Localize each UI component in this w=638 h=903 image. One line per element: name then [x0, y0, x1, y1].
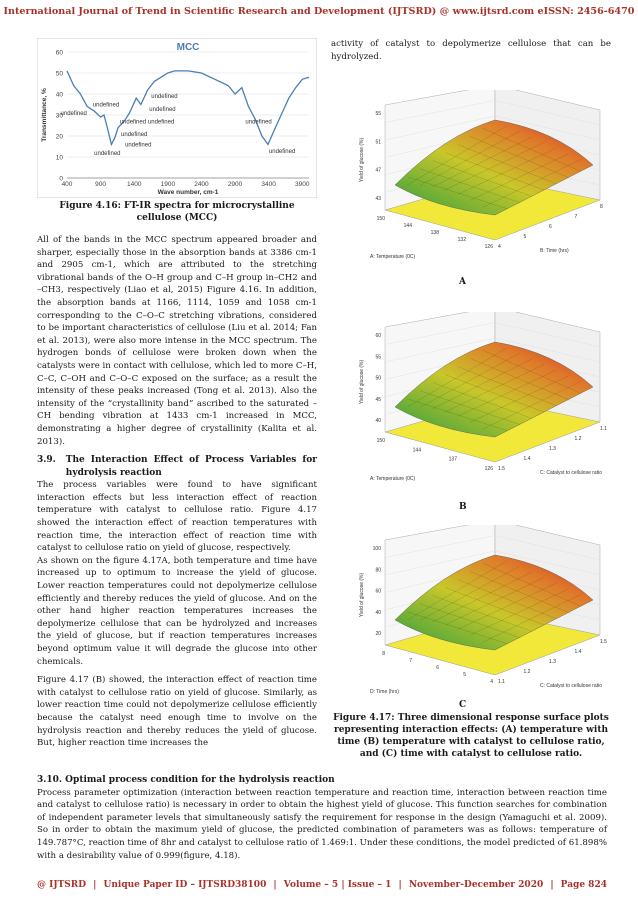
surface-label-c: C — [459, 700, 467, 710]
axis1-tick-label: 7 — [409, 658, 412, 664]
page-footer: @ IJTSRD | Unique Paper ID – IJTSRD38100 | Volume – 5 | Issue – 1 | November-December 2020 | Page 824 — [37, 880, 607, 890]
footer-journal: @ IJTSRD — [37, 880, 87, 890]
axis1-label: A: Temperature (0C) — [370, 476, 416, 482]
section-number: 3.9. — [37, 455, 56, 466]
surface-plot-c — [355, 525, 615, 695]
annotation-label: undefined — [147, 119, 175, 126]
chart-frame — [37, 38, 317, 198]
x-tick-label: 400 — [61, 181, 73, 188]
axis2-tick-label: 4 — [498, 244, 501, 250]
section-title: The Interaction Effect of Process Variables for hydrolysis reaction — [65, 455, 317, 478]
axis2-tick-label: 6 — [549, 224, 552, 230]
paragraph-interaction: The process variables were found to have significant interaction effects but less interaction effect of reaction temperature with catalyst to cellulose ratio. Figure 4.17 showed the interaction effect of reaction temperatures with reaction time, the interaction effect of reaction time with catalyst to cellulose ratio on yield of glucose, respectively. — [37, 480, 317, 554]
paragraph-fig417b: Figure 4.17 (B) showed, the interaction effect of reaction time with catalyst to cellulose ratio on yield of glucose. Similarly, as lower reaction time could not depolymerize cellulose efficiently because the catalyst need enough time to involve on the hydrolysis reaction and thereby reduces the yield of glucose. But, higher reaction time increases the — [37, 675, 317, 749]
z-tick-label: 55 — [375, 354, 381, 361]
axis1-tick-label: 138 — [430, 230, 439, 236]
paragraph-ftir: All of the bands in the MCC spectrum appeared broader and sharper, especially those in the absorption bands at 3386 cm-1 and 2905 cm-1, which are attributed to the stretching vibrational bands of the O–H group and C–H group in–CH2 and –CH3, respectively (Liao et al, 2015) Figure 4.16. In addition, the absorption bands at 1166, 1114, 1059 and 1058 cm-1 corresponding to the C–O–C stretching vibrations, considered to be important characteristics of cellulose (Liu et al. 2014; Fan et al. 2013), were also more intense in the MCC spectrum. The hydrogen bonds of cellulose were broken down when the catalysts were in contact with cellulose, which led to more C–H, C–C, C–OH and C–O–C exposed on the surface; as a result the intensity of these peaks increased (Tong et al. 2013). Also the intensity of the “crystallinity band” ascribed to the saturated –CH bending vibration at 1433 cm-1 increased in MCC, demonstrating a higher degree of crystallinity (Kalita et al. 2013). — [37, 235, 317, 447]
z-tick-label: 60 — [375, 588, 381, 595]
axis2-tick-label: 5 — [523, 234, 527, 240]
ftir-chart-svg — [37, 38, 317, 198]
figure-4-17-caption: Figure 4.17: Three dimensional response surface plots representing interaction effects: (A) temperature with time (B) temperature with catalyst to cellulose ratio, and (C) time with catalyst to cellulose ratio. — [333, 713, 609, 759]
axis1-tick-label: 144 — [403, 223, 412, 229]
y-tick-label: 0 — [59, 175, 63, 183]
axis2-label: C: Catalyst to cellulose ratio — [540, 683, 602, 689]
y-axis-label: Transmittance, % — [41, 88, 48, 142]
axis1-tick-label: 8 — [382, 651, 385, 657]
y-tick-label: 50 — [55, 70, 63, 78]
paragraph-optimization: Process parameter optimization (interaction between reaction temperature and reaction time, interaction between reaction time and catalyst to cellulose ratio) is necessary in order to obtain the highest yield of glucose. This function searches for combination of independent parameter levels that simultaneously satisfy the requirement for response in the design (Yamaguchi et al. 2009). So in order to obtain the maximum yield of glucose, the predicted combination of parameters was as follows: temperature of 149.787°C, reaction time of 8hr and catalyst to cellulose ratio of 1.469:1. Under these conditions, the model predicted of 61.898% with a desirability value of 0.999(figure, 4.18). — [37, 787, 607, 861]
axis2-tick-label: 1.1 — [600, 426, 607, 432]
axis2-tick-label: 1.4 — [574, 649, 582, 655]
left-column — [37, 200, 317, 756]
annotation-label: undefined — [245, 119, 272, 126]
z-tick-label: 40 — [375, 609, 381, 616]
x-tick-label: 2400 — [194, 181, 209, 188]
axis2-tick-label: 1.5 — [600, 639, 607, 645]
z-tick-label: 55 — [375, 111, 381, 117]
annotation-label: undefined — [149, 106, 176, 113]
footer-volume: Volume – 5 | Issue – 1 — [283, 880, 392, 890]
y-tick-label: 10 — [55, 154, 63, 162]
x-tick-label: 1400 — [126, 181, 142, 188]
axis1-tick-label: 4 — [490, 679, 493, 685]
axis1-tick-label: 132 — [457, 237, 466, 243]
z-tick-label: 60 — [375, 333, 381, 339]
z-tick-label: 40 — [375, 418, 381, 424]
axis2-tick-label: 1.2 — [574, 436, 582, 442]
annotation-label: undefined — [268, 148, 296, 155]
axis1-tick-label: 137 — [448, 456, 457, 463]
axis1-tick-label: 126 — [484, 466, 493, 472]
z-axis-label: Yield of glucose (%) — [359, 359, 365, 405]
section-3-10-heading: 3.10. Optimal process condition for the hydrolysis reaction — [37, 775, 335, 785]
chart-title: MCC — [176, 42, 200, 53]
z-tick-label: 47 — [375, 167, 381, 174]
annotation-label: undefined — [121, 132, 148, 138]
annotation-label: undefined — [92, 102, 120, 109]
x-tick-label: 3400 — [261, 181, 276, 188]
axis1-tick-label: 6 — [436, 665, 439, 671]
x-axis-label: Wave number, cm-1 — [157, 189, 219, 196]
surface-plot-a — [355, 90, 615, 270]
surface-label-b: B — [459, 502, 467, 512]
axis2-tick-label: 1.2 — [523, 669, 531, 675]
annotation-label: undefined — [94, 150, 121, 157]
axis2-tick-label: 7 — [574, 214, 578, 220]
footer-date: November-December 2020 — [408, 880, 544, 890]
x-tick-label: 3900 — [295, 181, 310, 188]
x-tick-label: 2900 — [227, 181, 243, 188]
annotation-label: undefined — [119, 119, 147, 126]
y-tick-label: 20 — [55, 133, 63, 141]
z-tick-label: 100 — [372, 546, 381, 552]
y-tick-label: 60 — [55, 49, 63, 57]
z-tick-label: 20 — [375, 631, 381, 637]
axis2-tick-label: 1.3 — [549, 446, 556, 452]
axis2-tick-label: 1.4 — [523, 456, 531, 462]
y-tick-label: 40 — [55, 91, 63, 99]
footer-page: Page 824 — [560, 880, 607, 890]
journal-header: International Journal of Trend in Scientific Research and Development (IJTSRD) @ www.ijtsrd.com eISSN: 2456-6470 — [3, 6, 635, 17]
surface-plot-b — [355, 312, 615, 497]
annotation-label: undefined — [151, 94, 178, 101]
annotation-label: undefined — [125, 142, 152, 149]
axis2-label: B: Time (hrs) — [540, 248, 569, 254]
axis2-tick-label: 1.1 — [498, 679, 505, 685]
y-tick-label: 30 — [55, 112, 63, 120]
footer-paper-id: Unique Paper ID – IJTSRD38100 — [103, 880, 267, 890]
x-tick-label: 900 — [95, 181, 107, 188]
z-tick-label: 80 — [375, 567, 381, 574]
axis2-tick-label: 1.3 — [549, 659, 556, 665]
figure-4-16-caption: Figure 4.16: FT-IR spectra for microcrystalline cellulose (MCC) — [59, 201, 295, 223]
right-top-text: activity of catalyst to depolymerize cellulose that can be hydrolyzed. — [331, 39, 611, 62]
axis1-label: D: Time (hrs) — [370, 689, 399, 695]
annotation-label: undefined — [60, 111, 87, 117]
axis1-tick-label: 126 — [484, 244, 493, 250]
axis2-tick-label: 8 — [600, 204, 603, 210]
ftir-chart — [37, 38, 317, 198]
x-tick-label: 1900 — [160, 181, 176, 188]
section-3-10 — [37, 774, 607, 862]
axis1-tick-label: 5 — [463, 672, 466, 678]
z-tick-label: 45 — [375, 396, 381, 403]
axis1-tick-label: 150 — [376, 438, 385, 444]
z-tick-label: 51 — [375, 139, 381, 146]
z-axis-label: Yield of glucose (%) — [359, 572, 365, 618]
axis2-label: C: Catalyst to cellulose ratio — [540, 470, 602, 476]
axis1-tick-label: 150 — [376, 216, 385, 222]
z-axis-label: Yield of glucose (%) — [359, 137, 365, 183]
z-tick-label: 50 — [375, 375, 381, 382]
axis1-label: A: Temperature (0C) — [370, 254, 416, 260]
axis1-tick-label: 144 — [412, 447, 421, 454]
surface-label-a: A — [459, 277, 466, 287]
paragraph-fig417a: As shown on the figure 4.17A, both temperature and time have increased up to optimum to increase the yield of glucose. Lower reaction temperatures could not depolymerize cellulose efficiently and thereby reduces the yield of glucose. And on the other hand higher reaction temperatures increases the depolymerize cellulose that can be hydrolyzed and increases the yield of glucose, but if reaction temperatures increases beyond optimum value it will degrade the glucose into other chemicals. — [37, 555, 317, 667]
z-tick-label: 43 — [375, 196, 381, 202]
axis2-tick-label: 1.5 — [498, 466, 505, 472]
section-3-9-heading — [37, 454, 317, 479]
